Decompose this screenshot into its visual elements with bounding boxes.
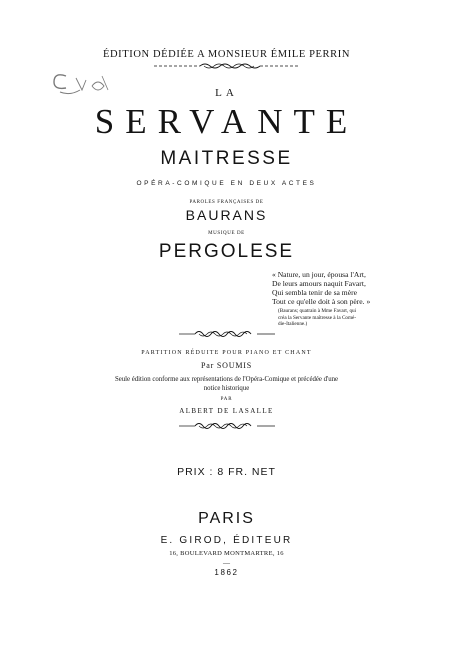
edition-dedication: ÉDITION DÉDIÉE A MONSIEUR ÉMILE PERRIN: [102, 49, 351, 60]
attribution-line: die-Italienne.): [278, 321, 308, 327]
musique-label: MUSIQUE DE: [208, 231, 245, 236]
partition-line: PARTITION RÉDUITE POUR PIANO ET CHANT: [141, 350, 312, 356]
attribution-line: créa la Servante maîtresse à la Comé-: [278, 314, 357, 321]
notice-author: ALBERT DE LASALLE: [179, 407, 274, 415]
quote-line: De leurs amours naquit Favart,: [272, 279, 366, 288]
price-line: PRIX : 8 FR. NET: [177, 466, 276, 478]
quote-line: Qui sembla tenir de sa mère: [272, 288, 357, 297]
ornament-divider-icon: [0, 62, 453, 70]
main-title: SERVANTE: [94, 102, 359, 141]
par-label: PAR: [220, 397, 233, 402]
title-article: LA: [215, 87, 238, 99]
composer-name: PERGOLESE: [158, 241, 295, 262]
genre-line: OPÉRA-COMIQUE EN DEUX ACTES: [136, 180, 317, 187]
ornament-divider-icon: [0, 329, 453, 339]
notice-line: notice historique: [203, 385, 250, 392]
librettist-name: BAURANS: [185, 207, 268, 223]
paroles-label: PAROLES FRANÇAISES DE: [189, 200, 264, 205]
publisher-name: E. GIROD, ÉDITEUR: [160, 535, 293, 546]
publisher-address: 16, BOULEVARD MONTMARTRE, 16: [169, 550, 284, 557]
publication-city: PARIS: [198, 510, 255, 527]
attribution-line: (Baurans; quatrain à Mme Favart, qui: [278, 308, 357, 314]
publication-year: 1862: [214, 568, 239, 577]
edition-note: Seule édition conforme aux représentations de l'Opéra-Comique et précédée d'une: [114, 376, 339, 383]
ornament-divider-icon: [0, 421, 453, 431]
quote-attribution: [272, 308, 370, 328]
arranger-line: Par SOUMIS: [201, 361, 252, 370]
epigraph-quote: [272, 270, 370, 328]
subtitle: MAITRESSE: [160, 148, 293, 169]
quote-line: « Nature, un jour, épousa l'Art,: [272, 270, 366, 279]
quote-line: Tout ce qu'elle doit à son père. »: [272, 297, 371, 306]
short-rule: —: [223, 559, 230, 567]
